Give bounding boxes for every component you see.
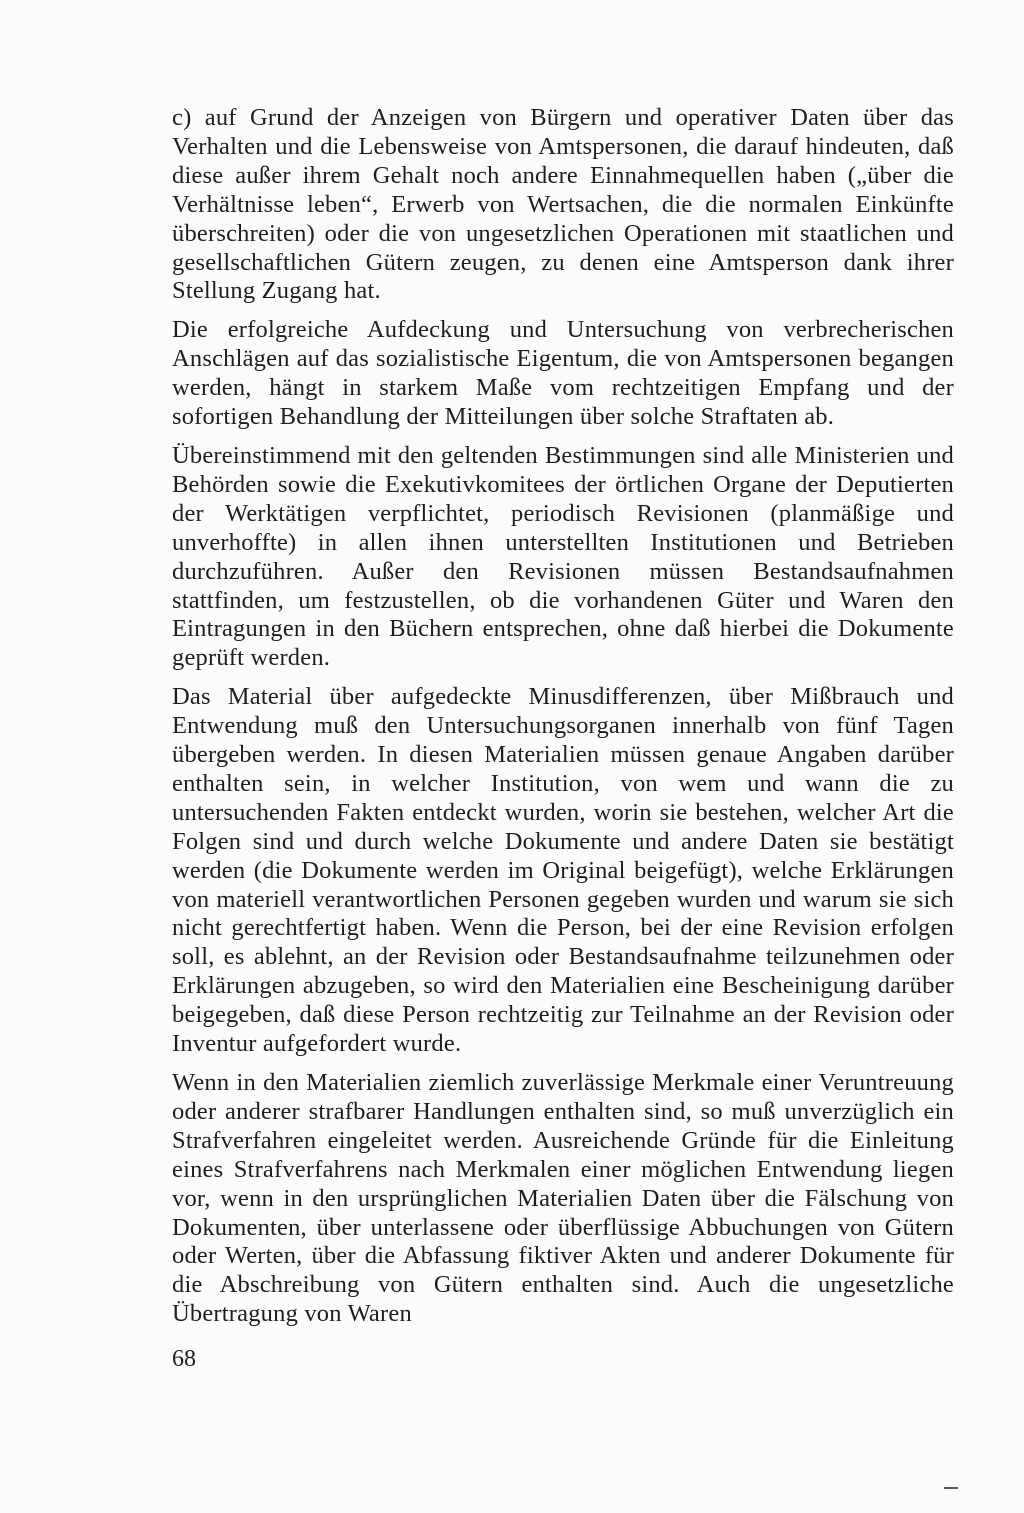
paragraph-1: c) auf Grund der Anzeigen von Bürgern und operativer Daten über das Verhalten und die Lebensweise von Amtspersonen, die darauf hindeuten, daß diese außer ihrem Gehalt noch andere Einnahmequellen haben („über die Verhältnisse leben“, Erwerb von Wertsachen, die die normalen Einkünfte überschreiten) oder die von ungesetzlichen Operationen mit staatlichen und gesellschaftlichen Gütern zeugen, zu denen eine Amtsperson dank ihrer Stellung Zugang hat. (172, 104, 954, 305)
paragraph-5: Wenn in den Materialien ziemlich zuverlässige Merkmale einer Veruntreuung oder anderer strafbarer Handlungen enthalten sind, so muß unverzüglich ein Strafverfahren eingeleitet werden. Ausreichende Gründe für die Einleitung eines Strafverfahrens nach Merkmalen einer möglichen Entwendung liegen vor, wenn in den ursprünglichen Materialien Daten über die Fälschung von Dokumenten, über unterlassene oder überflüssige Abbuchungen von Gütern oder Werten, über die Abfassung fiktiver Akten und anderer Dokumente für die Abschreibung von Gütern enthalten sind. Auch die ungesetzliche Übertragung von Waren (172, 1069, 954, 1328)
document-page (172, 104, 954, 1404)
paragraph-3: Übereinstimmend mit den geltenden Bestimmungen sind alle Ministerien und Behörden sowie die Exekutivkomitees der örtlichen Organe der Deputierten der Werktätigen verpflichtet, periodisch Revisionen (planmäßige und unverhoffte) in allen ihnen unterstellten Institutionen und Betrieben durchzuführen. Außer den Revisionen müssen Bestandsaufnahmen stattfinden, um festzustellen, ob die vorhandenen Güter und Waren den Eintragungen in den Büchern entsprechen, ohne daß hierbei die Dokumente geprüft werden. (172, 441, 954, 672)
paragraph-4: Das Material über aufgedeckte Minusdifferenzen, über Mißbrauch und Entwendung muß den Untersuchungsorganen innerhalb von fünf Tagen übergeben werden. In diesen Materialien müssen genaue Angaben darüber enthalten sein, in welcher Institution, von wem und wann die zu untersuchenden Fakten entdeckt wurden, worin sie bestehen, welcher Art die Folgen sind und durch welche Dokumente und andere Daten sie bestätigt werden (die Dokumente werden im Original beigefügt), welche Erklärungen von materiell verantwortlichen Personen gegeben wurden und warum sie sich nicht gerechtfertigt haben. Wenn die Person, bei der eine Revision erfolgen soll, es ablehnt, an der Revision oder Bestandsaufnahme teilzunehmen oder Erklärungen abzugeben, so wird den Materialien eine Bescheinigung darüber beigegeben, daß diese Person rechtzeitig zur Teilnahme an der Revision oder Inventur aufgefordert wurde. (172, 683, 954, 1058)
scan-mark (944, 1487, 958, 1489)
paragraph-2: Die erfolgreiche Aufdeckung und Untersuchung von verbrecherischen Anschlägen auf das sozialistische Eigentum, die von Amtspersonen begangen werden, hängt in starkem Maße vom rechtzeitigen Empfang und der sofortigen Behandlung der Mitteilungen über solche Straftaten ab. (172, 316, 954, 431)
page-number: 68 (172, 1346, 196, 1372)
